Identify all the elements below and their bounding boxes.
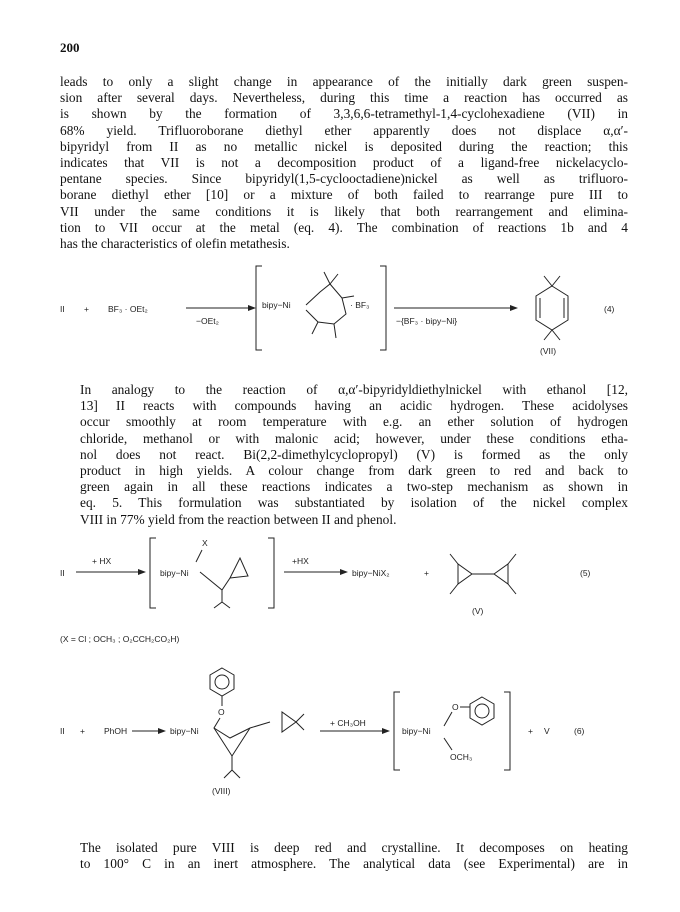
- eq6-arrowhead2: [382, 728, 390, 734]
- eq5-complex: bipy−Ni: [160, 568, 189, 578]
- eq4-arrowhead1: [248, 305, 256, 311]
- eq4-metallacycle: [306, 272, 354, 338]
- text-line: occur smoothly at room temperature with e.g. an ether solution of hydrogen: [80, 414, 628, 430]
- eq4-elimination: −{BF₃ · bipy−Ni}: [396, 316, 458, 326]
- text-line: nol does not react. Bi(2,2-dimethylcyclopropyl) (V) is formed as the only: [80, 446, 628, 462]
- eq4-product-vii: [536, 276, 568, 340]
- eq6-och3: OCH₃: [450, 752, 473, 762]
- eq5-bracket-left: [150, 538, 156, 608]
- eq5-x-definition: (X = Cl ; OCH₃ ; O₂CCH₂CO₂H): [60, 634, 180, 644]
- eq4-adduct: · BF₃: [350, 300, 370, 310]
- paragraph-1: [60, 74, 628, 252]
- eq4-complex: bipy−Ni: [262, 300, 291, 310]
- text-line: leads to only a slight change in appearance of the initially dark green suspen-: [60, 74, 628, 89]
- paragraph-2: [60, 382, 628, 528]
- eq6-reactant: II: [60, 726, 65, 736]
- text-line: green again in all these reactions indicates a two-step mechanism as shown in: [80, 479, 628, 495]
- text-line: pentane species. Since bipyridyl(1,5-cyclooctadiene)nickel as well as trifluoro-: [60, 171, 628, 187]
- eq6-o-label2: O: [452, 702, 459, 712]
- text-line: In analogy to the reaction of α,α′-bipyridyldiethylnickel with ethanol [12,: [80, 382, 628, 397]
- page-number: 200: [60, 40, 80, 55]
- eq6-o-label: O: [218, 707, 225, 717]
- eq6-bracket-right: [504, 692, 510, 770]
- eq6-reagent: PhOH: [104, 726, 128, 736]
- text-line: 13] II reacts with compounds having an acidic hydrogen. These acidolyses: [80, 398, 628, 414]
- eq6-plus: +: [80, 726, 85, 736]
- eq5-arrowhead2: [340, 569, 348, 575]
- text-line: 68% yield. Trifluoroborane diethyl ether apparently does not displace α,α′-: [60, 122, 628, 138]
- eq5-reagent1: + HX: [92, 556, 112, 566]
- eq5-product-v: [450, 554, 516, 594]
- eq6-complex2: bipy−Ni: [402, 726, 431, 736]
- eq6-plus2: +: [528, 726, 533, 736]
- eq4-arrowhead2: [510, 305, 518, 311]
- eq4-plus: +: [84, 304, 89, 314]
- text-line: sion after several days. Nevertheless, during this time a reaction has occurred as: [60, 90, 628, 106]
- eq5-product-label: (V): [472, 606, 484, 616]
- equation-6-scheme: [0, 662, 680, 804]
- eq4-reagent: BF₃ · OEt₂: [108, 304, 148, 314]
- text-line: has the characteristics of olefin metathesis.: [60, 236, 290, 252]
- eq5-arrowhead1: [138, 569, 146, 575]
- eq4-number: (4): [604, 304, 615, 314]
- eq6-bracket-left: [394, 692, 400, 770]
- eq6-reagent2: + CH₃OH: [330, 718, 366, 728]
- eq5-product1: bipy−NiX₂: [352, 568, 390, 578]
- paragraph-3: [60, 840, 628, 872]
- eq4-bracket-right: [380, 266, 386, 350]
- eq5-reagent2: +HX: [292, 556, 309, 566]
- eq5-plus: +: [424, 568, 429, 578]
- text-line: VII under the same conditions it is likely that both rearrangement and elimina-: [60, 203, 628, 219]
- eq5-x-label: X: [202, 538, 208, 548]
- eq4-below-arrow: −OEt₂: [196, 316, 219, 326]
- eq6-complex: bipy−Ni: [170, 726, 199, 736]
- eq5-ni-x-bond: [196, 550, 202, 562]
- text-line: product in high yields. A colour change from dark green to red and back to: [80, 463, 628, 479]
- text-line: tion to VII occur at the metal (eq. 4). The combination of reactions 1b and 4: [60, 219, 628, 235]
- eq5-reactant: II: [60, 568, 65, 578]
- text-line: borane diethyl ether [10] or a mixture of both failed to rearrange pure III to: [60, 187, 628, 203]
- text-line: to 100° C in an inert atmosphere. The analytical data (see Experimental) are in: [80, 856, 628, 872]
- eq6-arrowhead1: [158, 728, 166, 734]
- equation-4-scheme: [0, 250, 680, 376]
- eq6-product: V: [544, 726, 550, 736]
- equation-5-scheme: [0, 530, 680, 650]
- eq6-number: (6): [574, 726, 585, 736]
- eq5-cyclopropyl-complex: [200, 558, 248, 608]
- eq6-label: (VIII): [212, 786, 231, 796]
- eq5-number: (5): [580, 568, 591, 578]
- text-line: is shown by the formation of 3,3,6,6-tetramethyl-1,4-cyclohexadiene (VII) in: [60, 106, 628, 122]
- eq5-bracket-right: [268, 538, 274, 608]
- text-line: The isolated pure VIII is deep red and crystalline. It decomposes on heating: [80, 840, 628, 855]
- eq4-product-label: (VII): [540, 346, 557, 356]
- eq6-complex-viii: [214, 712, 304, 778]
- text-line: eq. 5. This formulation was substantiated by isolation of the nickel complex: [80, 495, 628, 511]
- text-line: VIII in 77% yield from the reaction between II and phenol.: [80, 511, 397, 527]
- eq4-reactant: II: [60, 304, 65, 314]
- text-line: bipyridyl from II as no metallic nickel is deposited during the reaction; this: [60, 138, 628, 154]
- text-line: chloride, methanol or with malonic acid; however, under these conditions etha-: [80, 430, 628, 446]
- eq6-phenoxy-group: [210, 668, 234, 706]
- text-line: indicates that VII is not a decomposition product of a ligand-free nickelacyclo-: [60, 155, 628, 171]
